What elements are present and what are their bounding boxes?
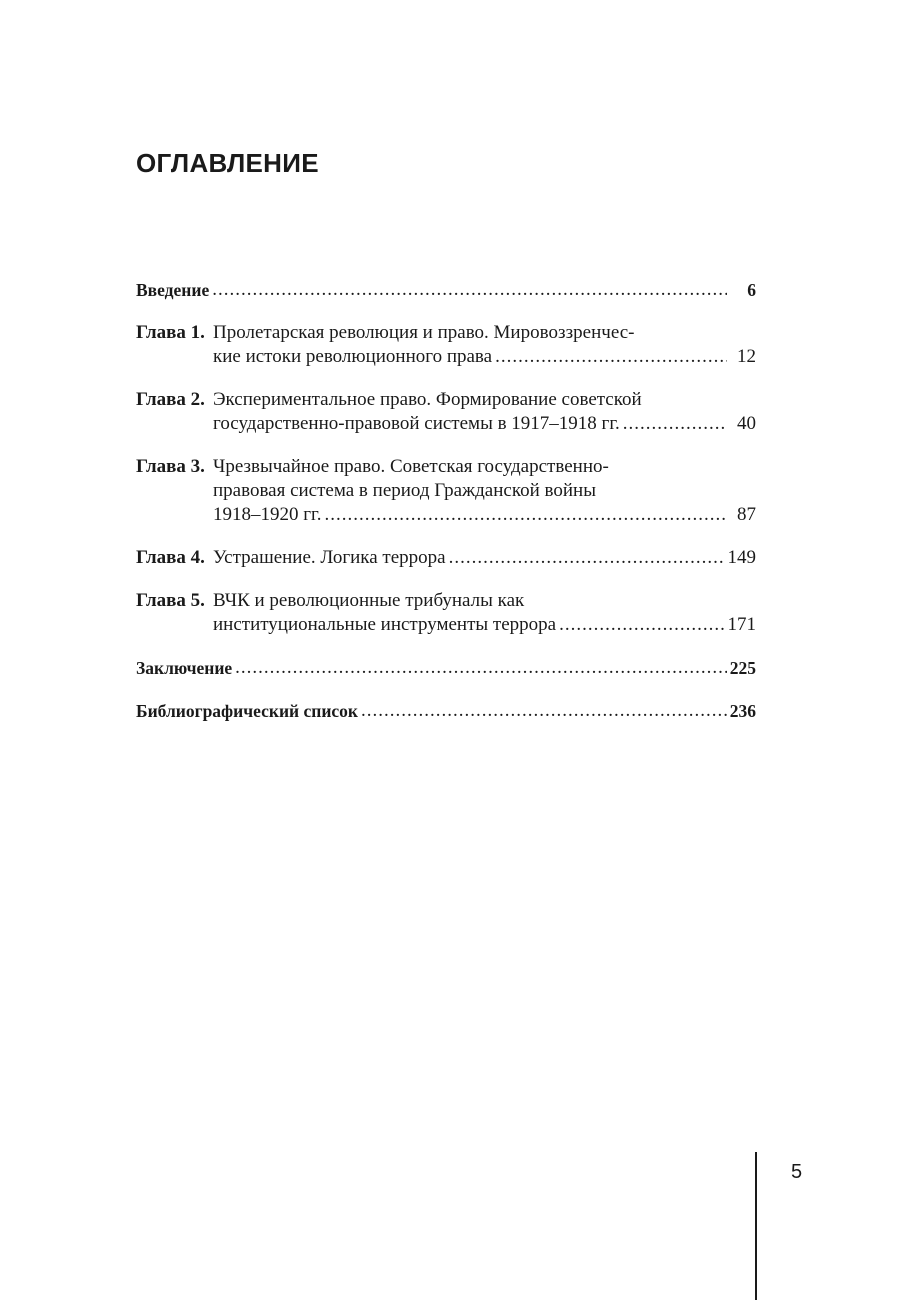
toc-entry-page: 171 [727, 614, 756, 635]
toc-entry-title: Заключение [136, 658, 233, 678]
leader-dots [235, 656, 727, 680]
margin-rule [755, 1152, 757, 1300]
leader-dots [623, 412, 727, 436]
leader-dots [495, 345, 727, 369]
chapter-title-line: Экспериментальное право. Формирование советской [213, 389, 642, 410]
leader-dots [449, 546, 725, 570]
chapter-label: Глава 5. [136, 590, 205, 611]
toc-entry-bibliography[interactable] [136, 699, 756, 723]
chapter-label: Глава 1. [136, 322, 205, 343]
leader-dots [361, 699, 727, 723]
toc-entry-chapter-1[interactable] [136, 321, 756, 369]
toc-entry-chapter-5[interactable] [136, 589, 756, 637]
leader-dots [324, 503, 727, 527]
toc-entry-page: 6 [747, 280, 756, 300]
toc-entry-chapter-4[interactable] [136, 546, 756, 570]
chapter-title-line: Чрезвычайное право. Советская государственно- [213, 456, 609, 477]
leader-dots [212, 278, 727, 302]
toc-entry-page: 149 [727, 547, 756, 568]
chapter-title-line: Пролетарская революция и право. Мировоззренчес- [213, 322, 635, 343]
toc-entry-title: Библиографический список [136, 701, 359, 721]
toc-entry-page: 12 [737, 346, 756, 367]
page-title: ОГЛАВЛЕНИЕ [136, 148, 319, 178]
toc-entry-page: 87 [737, 504, 756, 525]
page-number: 5 [791, 1161, 803, 1183]
toc-entry-page: 236 [729, 701, 756, 721]
toc-entry-intro[interactable] [136, 278, 756, 302]
toc-entry-page: 40 [737, 413, 756, 434]
chapter-title-line: кие истоки революционного права [213, 346, 493, 367]
toc-entry-chapter-3[interactable] [136, 455, 756, 527]
chapter-title-line: правовая система в период Гражданской войны [213, 480, 596, 501]
chapter-title-line: институциональные инструменты террора [213, 614, 557, 635]
chapter-label: Глава 4. [136, 547, 205, 568]
chapter-title-line: Устрашение. Логика террора [213, 547, 446, 568]
table-of-contents [136, 278, 756, 723]
chapter-title-line: 1918–1920 гг. [213, 504, 322, 525]
chapter-title-line: ВЧК и революционные трибуналы как [213, 590, 525, 611]
toc-entry-title: Введение [136, 280, 210, 300]
leader-dots [559, 613, 724, 637]
chapter-title-line: государственно-правовой системы в 1917–1918 гг. [213, 413, 620, 434]
chapter-label: Глава 2. [136, 389, 205, 410]
chapter-label: Глава 3. [136, 456, 205, 477]
toc-entry-conclusion[interactable] [136, 656, 756, 680]
toc-entry-chapter-2[interactable] [136, 388, 756, 436]
toc-entry-page: 225 [729, 658, 756, 678]
